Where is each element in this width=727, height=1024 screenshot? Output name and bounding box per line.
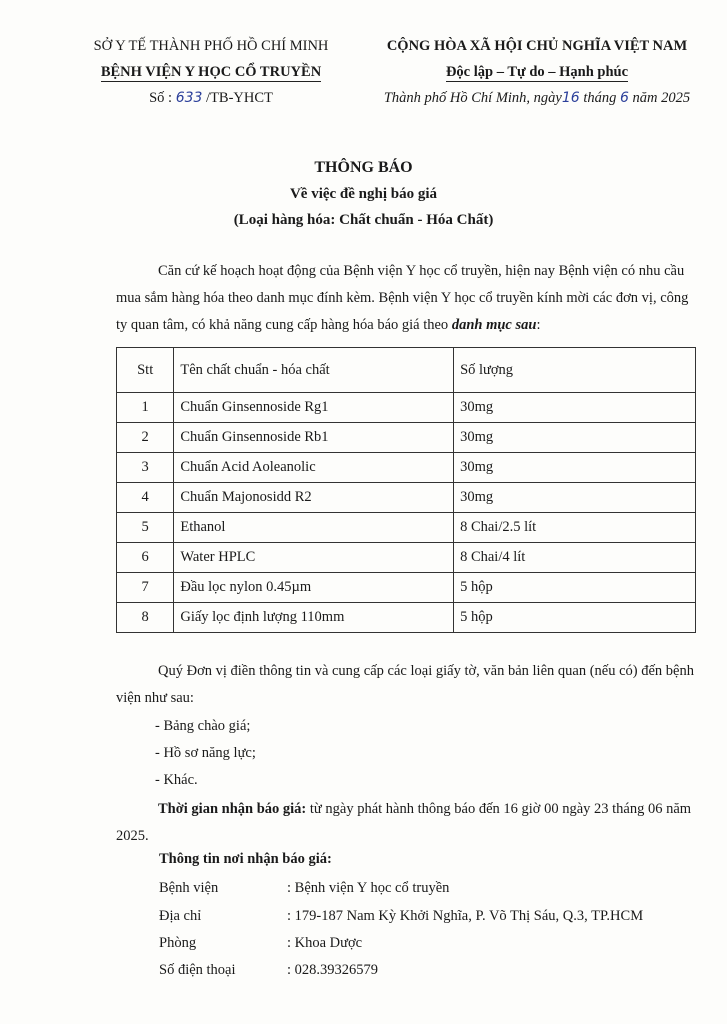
row-stt: 5: [117, 513, 174, 543]
row-stt: 6: [117, 543, 174, 573]
ministry-name: SỞ Y TẾ THÀNH PHỐ HỒ CHÍ MINH: [93, 38, 329, 54]
deadline-text: từ ngày phát hành thông báo đến 16 giờ 00 ngày 23 tháng 06 năm 2025.: [116, 801, 692, 844]
row-qty: 8 Chai/4 lít: [454, 543, 696, 573]
handwritten-number: 633: [175, 90, 203, 106]
row-name: Chuẩn Majonosidd R2: [174, 483, 454, 513]
notice-title: THÔNG BÁO: [314, 159, 413, 176]
header-qty: Số lượng: [454, 348, 696, 393]
handwritten-day: 16: [561, 90, 580, 106]
row-name: Giấy lọc định lượng 110mm: [174, 603, 454, 633]
row-name: Đầu lọc nylon 0.45µm: [174, 573, 454, 603]
receiver-row-phone: [159, 957, 719, 983]
table-row: [117, 423, 696, 453]
deadline-paragraph: [116, 796, 696, 850]
row-stt: 2: [117, 423, 174, 453]
receiver-value: : 179-187 Nam Kỳ Khởi Nghĩa, P. Võ Thị Sáu, Q.3, TP.HCM: [287, 908, 644, 924]
receiver-key: Địa chỉ: [159, 908, 202, 924]
receiver-title: Thông tin nơi nhận báo giá:: [159, 851, 332, 867]
receiver-row-hospital: [159, 875, 719, 901]
title-block: [0, 155, 727, 233]
intro-emphasis: danh mục sau: [451, 317, 537, 333]
row-stt: 8: [117, 603, 174, 633]
request-item-profile: - Hồ sơ năng lực;: [155, 745, 256, 761]
table-row: [117, 483, 696, 513]
deadline-label: Thời gian nhận báo giá:: [158, 801, 307, 817]
row-qty: 8 Chai/2.5 lít: [454, 513, 696, 543]
row-qty: 30mg: [454, 453, 696, 483]
row-qty: 30mg: [454, 483, 696, 513]
receiver-value: : Bệnh viện Y học cổ truyền: [287, 880, 450, 896]
intro-paragraph: Căn cứ kế hoạch hoạt động của Bệnh viện Y học cổ truyền, hiện nay Bệnh viện có nhu cầu mua sắm hàng hóa theo danh mục đính kèm. Bệnh viện Y học cổ truyền kính mời các đơn vị, công ty quan tâm, có khả năng cung cấp hàng hóa báo giá theo danh mục sau:: [116, 263, 689, 333]
request-item-other: - Khác.: [155, 772, 198, 788]
row-qty: 5 hộp: [454, 573, 696, 603]
receiver-row-address: [159, 903, 719, 929]
receiver-value: : Khoa Dược: [287, 935, 363, 951]
hospital-name: BỆNH VIỆN Y HỌC CỔ TRUYỀN: [100, 64, 322, 80]
row-qty: 30mg: [454, 393, 696, 423]
table-row: [117, 603, 696, 633]
receiver-key: Phòng: [159, 935, 197, 951]
row-stt: 3: [117, 453, 174, 483]
notice-category: (Loại hàng hóa: Chất chuẩn - Hóa Chất): [233, 212, 494, 228]
table-header-row: [117, 348, 696, 393]
header-right: [352, 33, 722, 111]
row-stt: 4: [117, 483, 174, 513]
table-row: [117, 543, 696, 573]
row-name: Chuẩn Acid Aoleanolic: [174, 453, 454, 483]
notice-subject: Về việc đề nghị báo giá: [289, 186, 438, 202]
row-name: Chuẩn Ginsennoside Rg1: [174, 393, 454, 423]
row-qty: 5 hộp: [454, 603, 696, 633]
row-stt: 7: [117, 573, 174, 603]
issue-date: Thành phố Hồ Chí Minh, ngày16 tháng 6 năm 2025: [383, 90, 691, 106]
row-name: Ethanol: [174, 513, 454, 543]
row-name: Water HPLC: [174, 543, 454, 573]
header-left: [66, 33, 356, 111]
motto: Độc lập – Tự do – Hạnh phúc: [445, 64, 629, 80]
request-item-quote: - Bảng chào giá;: [155, 718, 251, 734]
receiver-key: Bệnh viện: [159, 880, 219, 896]
country-name: CỘNG HÒA XÃ HỘI CHỦ NGHĨA VIỆT NAM: [386, 38, 688, 54]
table-row: [117, 393, 696, 423]
table-row: [117, 453, 696, 483]
receiver-value: : 028.39326579: [287, 962, 379, 978]
row-qty: 30mg: [454, 423, 696, 453]
items-table: [116, 347, 696, 633]
receiver-row-department: [159, 930, 719, 956]
table-row: [117, 573, 696, 603]
header-stt: Stt: [117, 348, 174, 393]
request-paragraph: Quý Đơn vị điền thông tin và cung cấp các loại giấy tờ, văn bản liên quan (nếu có) đến bệnh viện như sau:: [116, 663, 694, 706]
receiver-key: Số điện thoại: [159, 962, 236, 978]
handwritten-month: 6: [619, 90, 629, 106]
row-name: Chuẩn Ginsennoside Rb1: [174, 423, 454, 453]
table-row: [117, 513, 696, 543]
row-stt: 1: [117, 393, 174, 423]
document-number: Số : 633 /TB-YHCT: [149, 90, 273, 106]
header-name: Tên chất chuẩn - hóa chất: [174, 348, 454, 393]
